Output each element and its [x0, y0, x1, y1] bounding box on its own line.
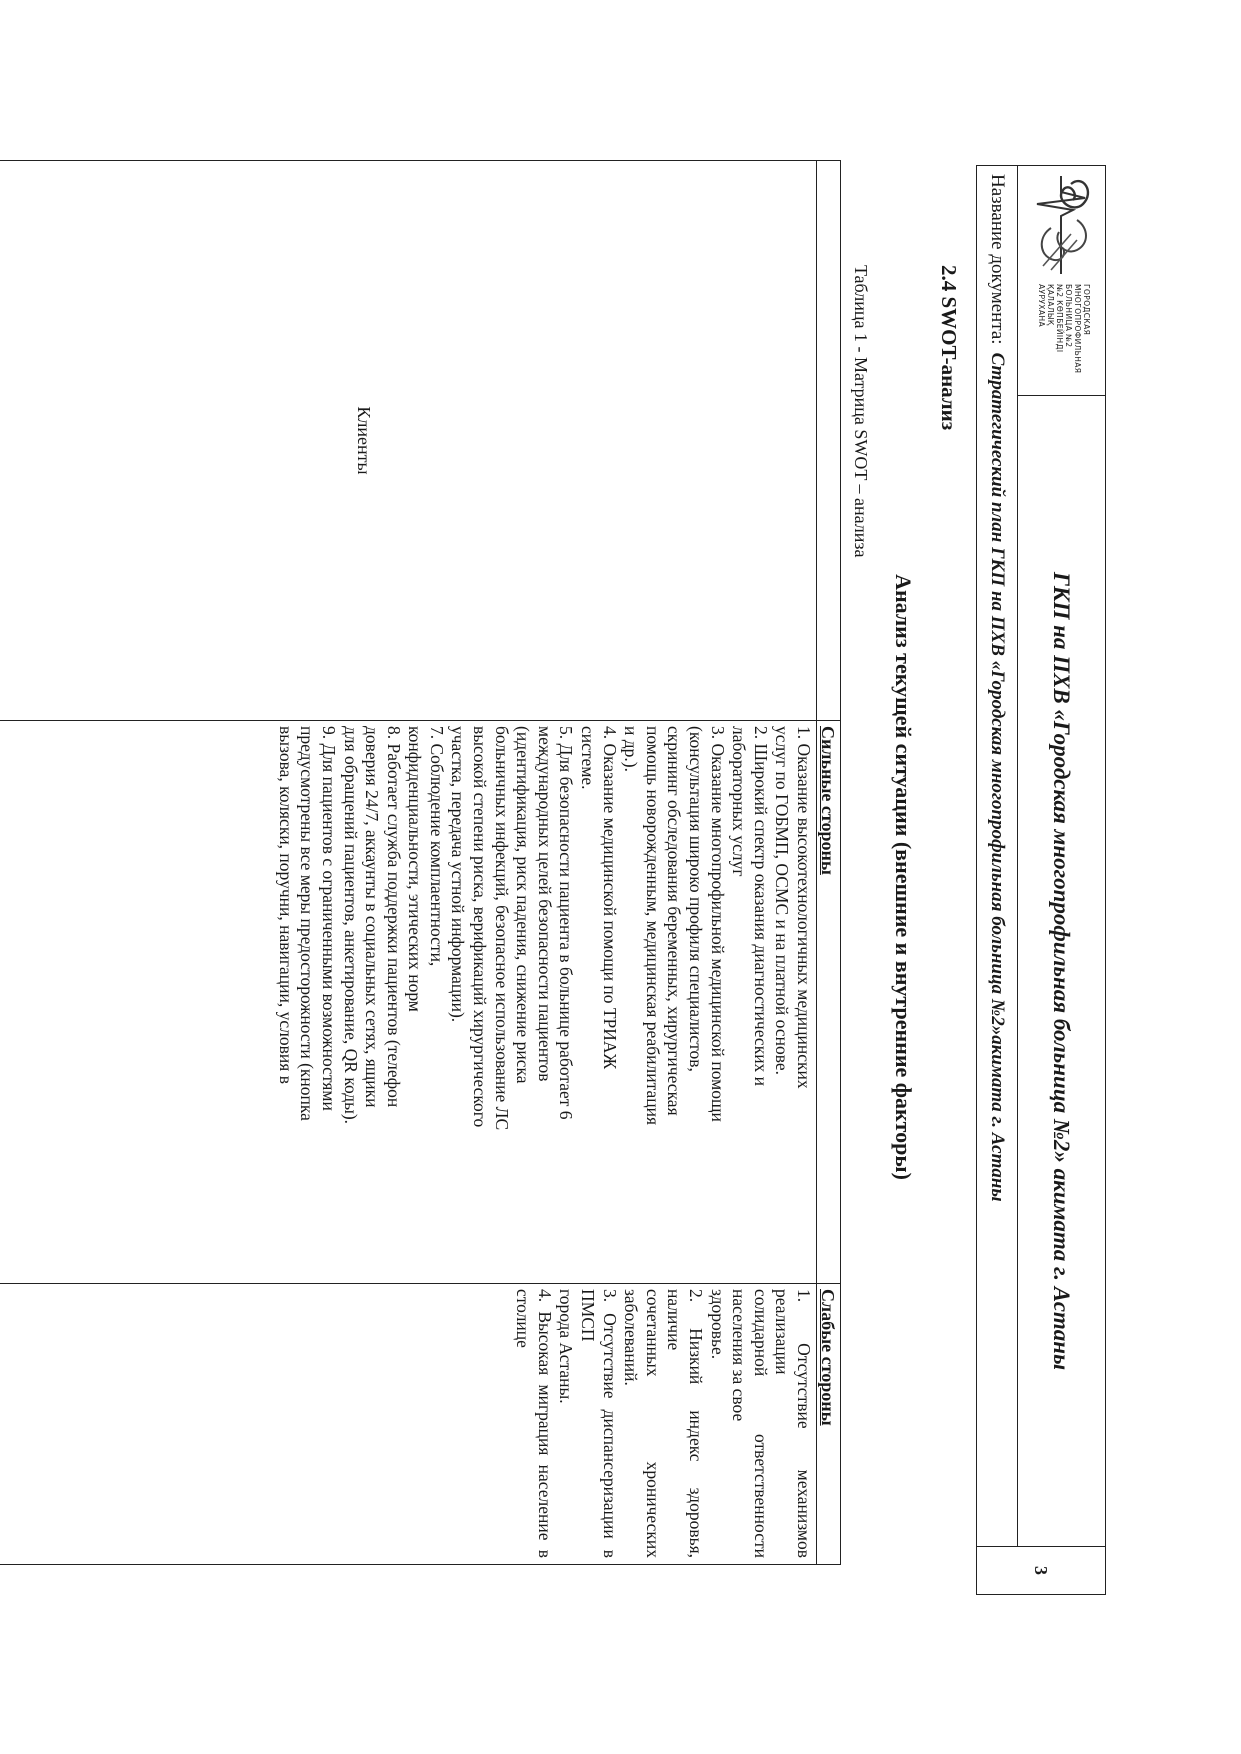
strength-line: 4. Оказание медицинской помощи по ТРИАЖ: [599, 726, 620, 1070]
weaknesses-list: [512, 1284, 816, 1564]
strength-line: лабораторных услуг: [729, 726, 750, 877]
strength-line: помощь новорожденным, медицинская реабилитация: [642, 726, 663, 1126]
organization-title: ГКП на ПХВ «Городская многопрофильная больница №2» акимата г. Астаны: [1017, 396, 1105, 1546]
strength-line: 7. Соблюдение комплаентности,: [426, 726, 447, 967]
weakness-line: солидарной ответственности населения за свое: [729, 1289, 771, 1558]
strength-line: системе.: [578, 726, 599, 790]
strengths-list: [274, 721, 816, 1283]
weakness-line: 3. Отсутствие диспансеризации в ПМСП: [578, 1289, 620, 1558]
strength-line: (идентификация, риск падения, снижение риска: [513, 726, 534, 1084]
page-number: 3: [977, 1546, 1105, 1594]
document-name-label: Название документа:: [987, 174, 1008, 345]
strength-line: участка, передача устной информации).: [448, 726, 469, 1023]
swot-row-label: Клиенты: [354, 406, 375, 475]
weaknesses-header: Слабые стороны: [816, 1284, 840, 1564]
strengths-cell: [0, 721, 840, 1284]
strength-line: 1. Оказание высокотехнологичных медицинских: [794, 726, 814, 1089]
weakness-line: 1. Отсутствие механизмов реализации: [772, 1289, 814, 1558]
weakness-line: здоровье.: [707, 1289, 728, 1360]
strength-line: для обращений пациентов, анкетирование, QR коды).: [340, 726, 361, 1125]
strength-line: 2. Широкий спектр оказания диагностических и: [750, 726, 771, 1087]
strength-line: конфиденциальности, этических норм: [405, 726, 426, 1012]
document-name-row: [977, 166, 1017, 1546]
analysis-title: Анализ текущей ситуации (внешние и внутренние факторы): [891, 574, 916, 1180]
hospital-logo-emblem-icon: [1021, 170, 1101, 282]
strength-line: 9. Для пациентов с ограниченными возможностями: [318, 726, 339, 1111]
weakness-line: города Астаны.: [556, 1289, 577, 1404]
strength-line: скрининг обследования беременных, хирургическая: [664, 726, 685, 1116]
strength-line: предусмотрены все меры предосторожности (кнопка: [297, 726, 318, 1121]
strengths-header: Сильные стороны: [816, 721, 840, 1283]
strength-line: больничных инфекций, безопасное использование ЛС: [491, 726, 512, 1131]
strength-line: 3. Оказание многопрофильной медицинской помощи: [707, 726, 728, 1122]
section-title: 2.4 SWOT-анализ: [937, 265, 961, 431]
strength-line: доверия 24/7, аккаунты в социальных сетях, ящики: [362, 726, 383, 1108]
strength-line: услуг по ГОБМП, ОСМС и на платной основе.: [772, 726, 793, 1076]
document-header: [976, 165, 1106, 1595]
document-name-value: Стратегический план ГКП на ПХВ «Городская многопрофильная больница №2»акимата г. Астаны: [987, 352, 1008, 1202]
strength-line: 8. Работает служба поддержки пациентов (телефон: [383, 726, 404, 1108]
weakness-line: сочетанных хронических заболеваний.: [621, 1289, 663, 1558]
strength-line: 5. Для безопасности пациента в больнице работает 6: [556, 726, 577, 1120]
table-caption: Таблица 1 - Матрица SWOT – анализа: [851, 265, 871, 558]
weakness-line: 4. Высокая миграция население в столице: [513, 1289, 555, 1558]
strength-line: и др.).: [621, 726, 642, 772]
strength-line: (консультация широко профиля специалистов,: [686, 726, 707, 1072]
hospital-logo: [1017, 166, 1105, 396]
swot-row-label-cell: [0, 161, 840, 721]
swot-table: [0, 160, 841, 1565]
strength-line: вызова, коляски, поручни, навигации, условия в: [275, 726, 296, 1084]
strength-line: международных целей безопасности пациентов: [534, 726, 555, 1082]
strength-line: высокой степени риска, верификаций хирургического: [470, 726, 491, 1128]
weaknesses-cell: [0, 1284, 840, 1564]
weakness-line: 2. Низкий индекс здоровья, наличие: [664, 1289, 707, 1558]
logo-text: ГОРОДСКАЯ МНОГОПРОФИЛЬНАЯ БОЛЬНИЦА №2 №2 КӨПБЕЙІНДІ ҚАЛАЛЫҚ АУРУХАНА: [1037, 284, 1091, 374]
